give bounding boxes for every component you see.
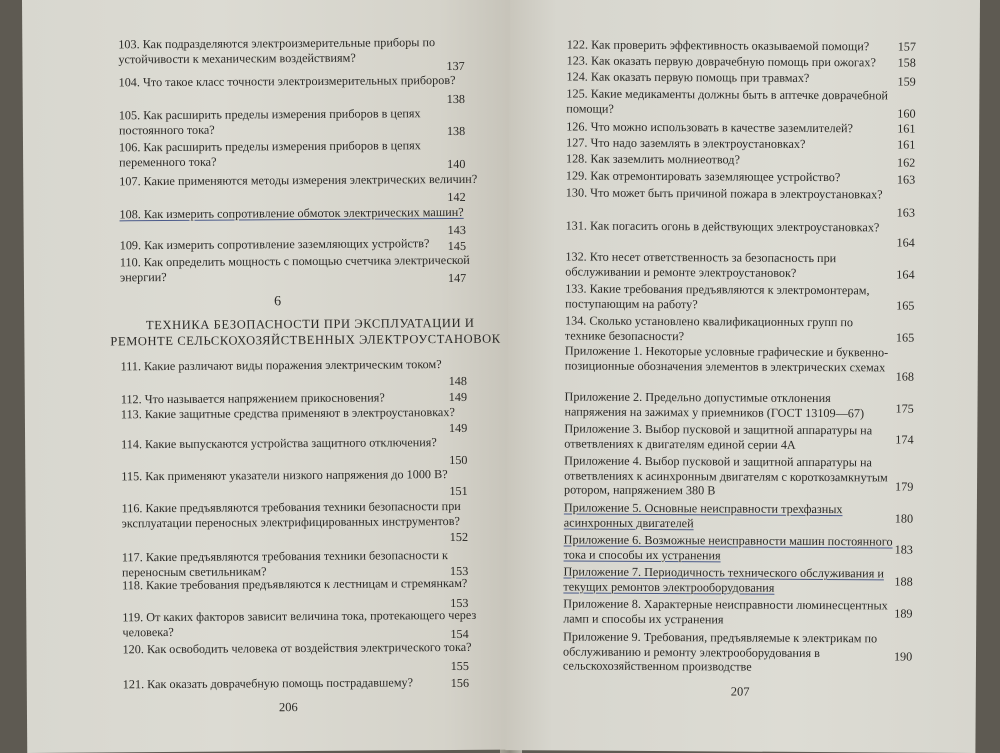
toc-entry-107: 107. Какие применяются методы измерения электрических величин?: [119, 171, 478, 189]
toc-entry-134: 134. Сколько установлено квалификационных групп по технике безопасности?: [564, 313, 854, 343]
toc-page-appendix-8: 189: [894, 606, 913, 621]
toc-page-107: 142: [447, 189, 466, 205]
toc-page-115: 151: [449, 483, 468, 499]
toc-entry-131: 131. Как погасить огонь в действующих электроустановках?: [565, 218, 880, 235]
toc-entry-103: 103. Как подразделяются электроизмерительные приборы по устойчивости к механическим воздействиям?: [118, 35, 436, 66]
toc-entry-112: 112. Что называется напряжением прикосновения?: [120, 390, 385, 407]
toc-page-126: 161: [897, 121, 916, 136]
toc-page-130: 163: [896, 205, 916, 220]
toc-page-125: 160: [897, 106, 916, 121]
toc-entry-124: 124. Как оказать первую помощь при травмах?: [566, 69, 810, 85]
toc-entry-108: 108. Как измерить сопротивление обмоток электрических машин?: [119, 204, 464, 222]
toc-entry-125: 125. Какие медикаменты должны быть в аптечке доврачебной помощи?: [566, 86, 889, 116]
toc-appendix-3: Приложение 3. Выбор пусковой и защитной аппаратуры на ответвлениях к двигателям единой серии 4А: [564, 421, 873, 452]
toc-entry-109: 109. Как измерить сопротивление заземляющих устройств?: [119, 236, 430, 253]
section-number: 6: [274, 294, 282, 310]
toc-entry-106: 106. Как расширить пределы измерения приборов в цепях переменного тока?: [118, 138, 421, 169]
toc-page-103: 137: [446, 58, 465, 74]
toc-page-appendix-6: 183: [894, 542, 913, 557]
toc-entry-111: 111. Какие различают виды поражения электрическим током?: [120, 357, 442, 374]
toc-page-134: 165: [895, 330, 915, 345]
toc-page-appendix-7: 188: [894, 574, 913, 589]
toc-page-120: 155: [450, 658, 469, 674]
toc-page-116: 152: [449, 529, 469, 545]
page-number-right: 207: [730, 684, 750, 699]
toc-entry-123: 123. Как оказать первую доврачебную помощь при ожогах?: [566, 53, 876, 70]
toc-entry-113: 113. Какие защитные средства применяют в электроустановках?: [120, 404, 455, 422]
toc-appendix-2: Приложение 2. Предельно допустимые отклонения напряжения на зажимах у приемников (ГОСТ 13109—67): [564, 389, 865, 420]
toc-entry-104: 104. Что такое класс точности электроизмерительных приборов?: [118, 72, 456, 90]
toc-appendix-8: Приложение 8. Характерные неисправности люминесцентных ламп и способы их устранения: [563, 596, 888, 626]
toc-page-appendix-3: 174: [895, 432, 914, 447]
toc-entry-118: 118. Какие требования предъявляются к лестницам и стремянкам?: [122, 575, 468, 593]
toc-appendix-6: Приложение 6. Возможные неисправности машин постоянного тока и способы их устранения: [563, 532, 893, 562]
toc-page-122: 157: [897, 39, 917, 54]
toc-page-124: 159: [897, 74, 916, 89]
toc-page-114: 150: [449, 452, 468, 468]
toc-entry-128: 128. Как заземлить молниеотвод?: [565, 151, 740, 167]
toc-page-132: 164: [896, 267, 915, 282]
toc-entry-105: 105. Как расширить пределы измерения приборов в цепях постоянного тока?: [118, 106, 421, 137]
toc-appendix-9: Приложение 9. Требования, предъявляемые к электрикам по обслуживанию и ремонту электрооборудования в сельскохозяйственном производстве: [562, 629, 878, 674]
toc-page-105: 138: [446, 123, 466, 139]
section-title: [110, 315, 510, 350]
toc-page-109: 145: [447, 238, 467, 254]
toc-page-131: 164: [896, 235, 915, 250]
toc-page-127: 161: [897, 137, 916, 152]
toc-page-129: 163: [896, 172, 916, 187]
toc-entry-130: 130. Что может быть причиной пожара в электроустановках?: [565, 185, 883, 202]
toc-entry-132: 132. Кто несет ответственность за безопасность при обслуживании и ремонте электроустановок?: [565, 249, 837, 280]
toc-page-appendix-9: 190: [893, 649, 913, 664]
right-page: [505, 0, 980, 753]
toc-page-128: 162: [896, 155, 916, 170]
toc-page-110: 147: [447, 270, 467, 286]
left-page: [22, 0, 517, 753]
toc-page-121: 156: [450, 675, 470, 691]
section-title-line-2: РЕМОНТЕ СЕЛЬСКОХОЗЯЙСТВЕННЫХ ЭЛЕКТРОУСТАНОВОК: [110, 331, 501, 349]
toc-entry-122: 122. Как проверить эффективность оказываемой помощи?: [566, 37, 870, 54]
toc-page-111: 148: [448, 373, 468, 389]
toc-page-108: 143: [447, 222, 466, 238]
toc-entry-114: 114. Какие выпускаются устройства защитного отключения?: [121, 435, 437, 452]
toc-appendix-5: Приложение 5. Основные неисправности трехфазных асинхронных двигателей: [563, 500, 843, 530]
toc-page-117: 153: [449, 563, 469, 579]
toc-page-123: 158: [897, 55, 916, 70]
toc-page-appendix-1: 168: [895, 369, 915, 384]
toc-appendix-7: Приложение 7. Периодичность технического обслуживания и текущих ремонтов электрооборудования: [563, 564, 884, 595]
toc-entry-129: 129. Как отремонтировать заземляющее устройство?: [565, 168, 841, 185]
toc-entry-119: 119. От каких факторов зависит величина тока, протекающего через человека?: [122, 607, 477, 639]
toc-page-appendix-5: 180: [894, 511, 914, 526]
toc-page-112: 149: [448, 389, 468, 405]
toc-page-119: 154: [450, 626, 469, 642]
toc-page-118: 153: [450, 595, 469, 611]
toc-page-133: 165: [896, 298, 915, 313]
toc-entry-117: 117. Какие предъявляются требования техники безопасности к переносным светильникам?: [121, 548, 448, 579]
toc-appendix-1: Приложение 1. Некоторые условные графические и буквенно-позиционные обозначения элементов в электрических схемах: [564, 343, 889, 374]
toc-entry-121: 121. Как оказать доврачебную помощь пострадавшему?: [122, 675, 414, 692]
toc-page-106: 140: [447, 156, 466, 172]
section-title-line-1: ТЕХНИКА БЕЗОПАСНОСТИ ПРИ ЭКСПЛУАТАЦИИ И: [145, 315, 475, 333]
toc-page-113: 149: [448, 420, 468, 436]
toc-page-appendix-4: 179: [894, 479, 914, 494]
toc-entry-116: 116. Какие предъявляются требования техники безопасности при эксплуатации переносных электрифицированных инструментов?: [121, 498, 461, 530]
toc-entry-120: 120. Как освободить человека от воздействия электрического тока?: [122, 639, 472, 657]
page-number-left: 206: [278, 700, 298, 715]
toc-entry-126: 126. Что можно использовать в качестве заземлителей?: [566, 119, 854, 136]
toc-entry-127: 127. Что надо заземлять в электроустановках?: [566, 135, 806, 151]
toc-page-appendix-2: 175: [895, 401, 914, 416]
toc-entry-110: 110. Как определить мощность с помощью счетчика электрической энергии?: [119, 252, 470, 284]
toc-entry-115: 115. Как применяют указатели низкого напряжения до 1000 В?: [121, 467, 448, 484]
toc-entry-133: 133. Какие требования предъявляются к электромонтерам, поступающим на работу?: [565, 281, 870, 311]
toc-page-104: 138: [446, 91, 466, 107]
toc-appendix-4: Приложение 4. Выбор пусковой и защитной аппаратуры на ответвлениях к асинхронным двигателям с короткозамкнутым ротором, напряжением 380 В: [563, 453, 888, 498]
